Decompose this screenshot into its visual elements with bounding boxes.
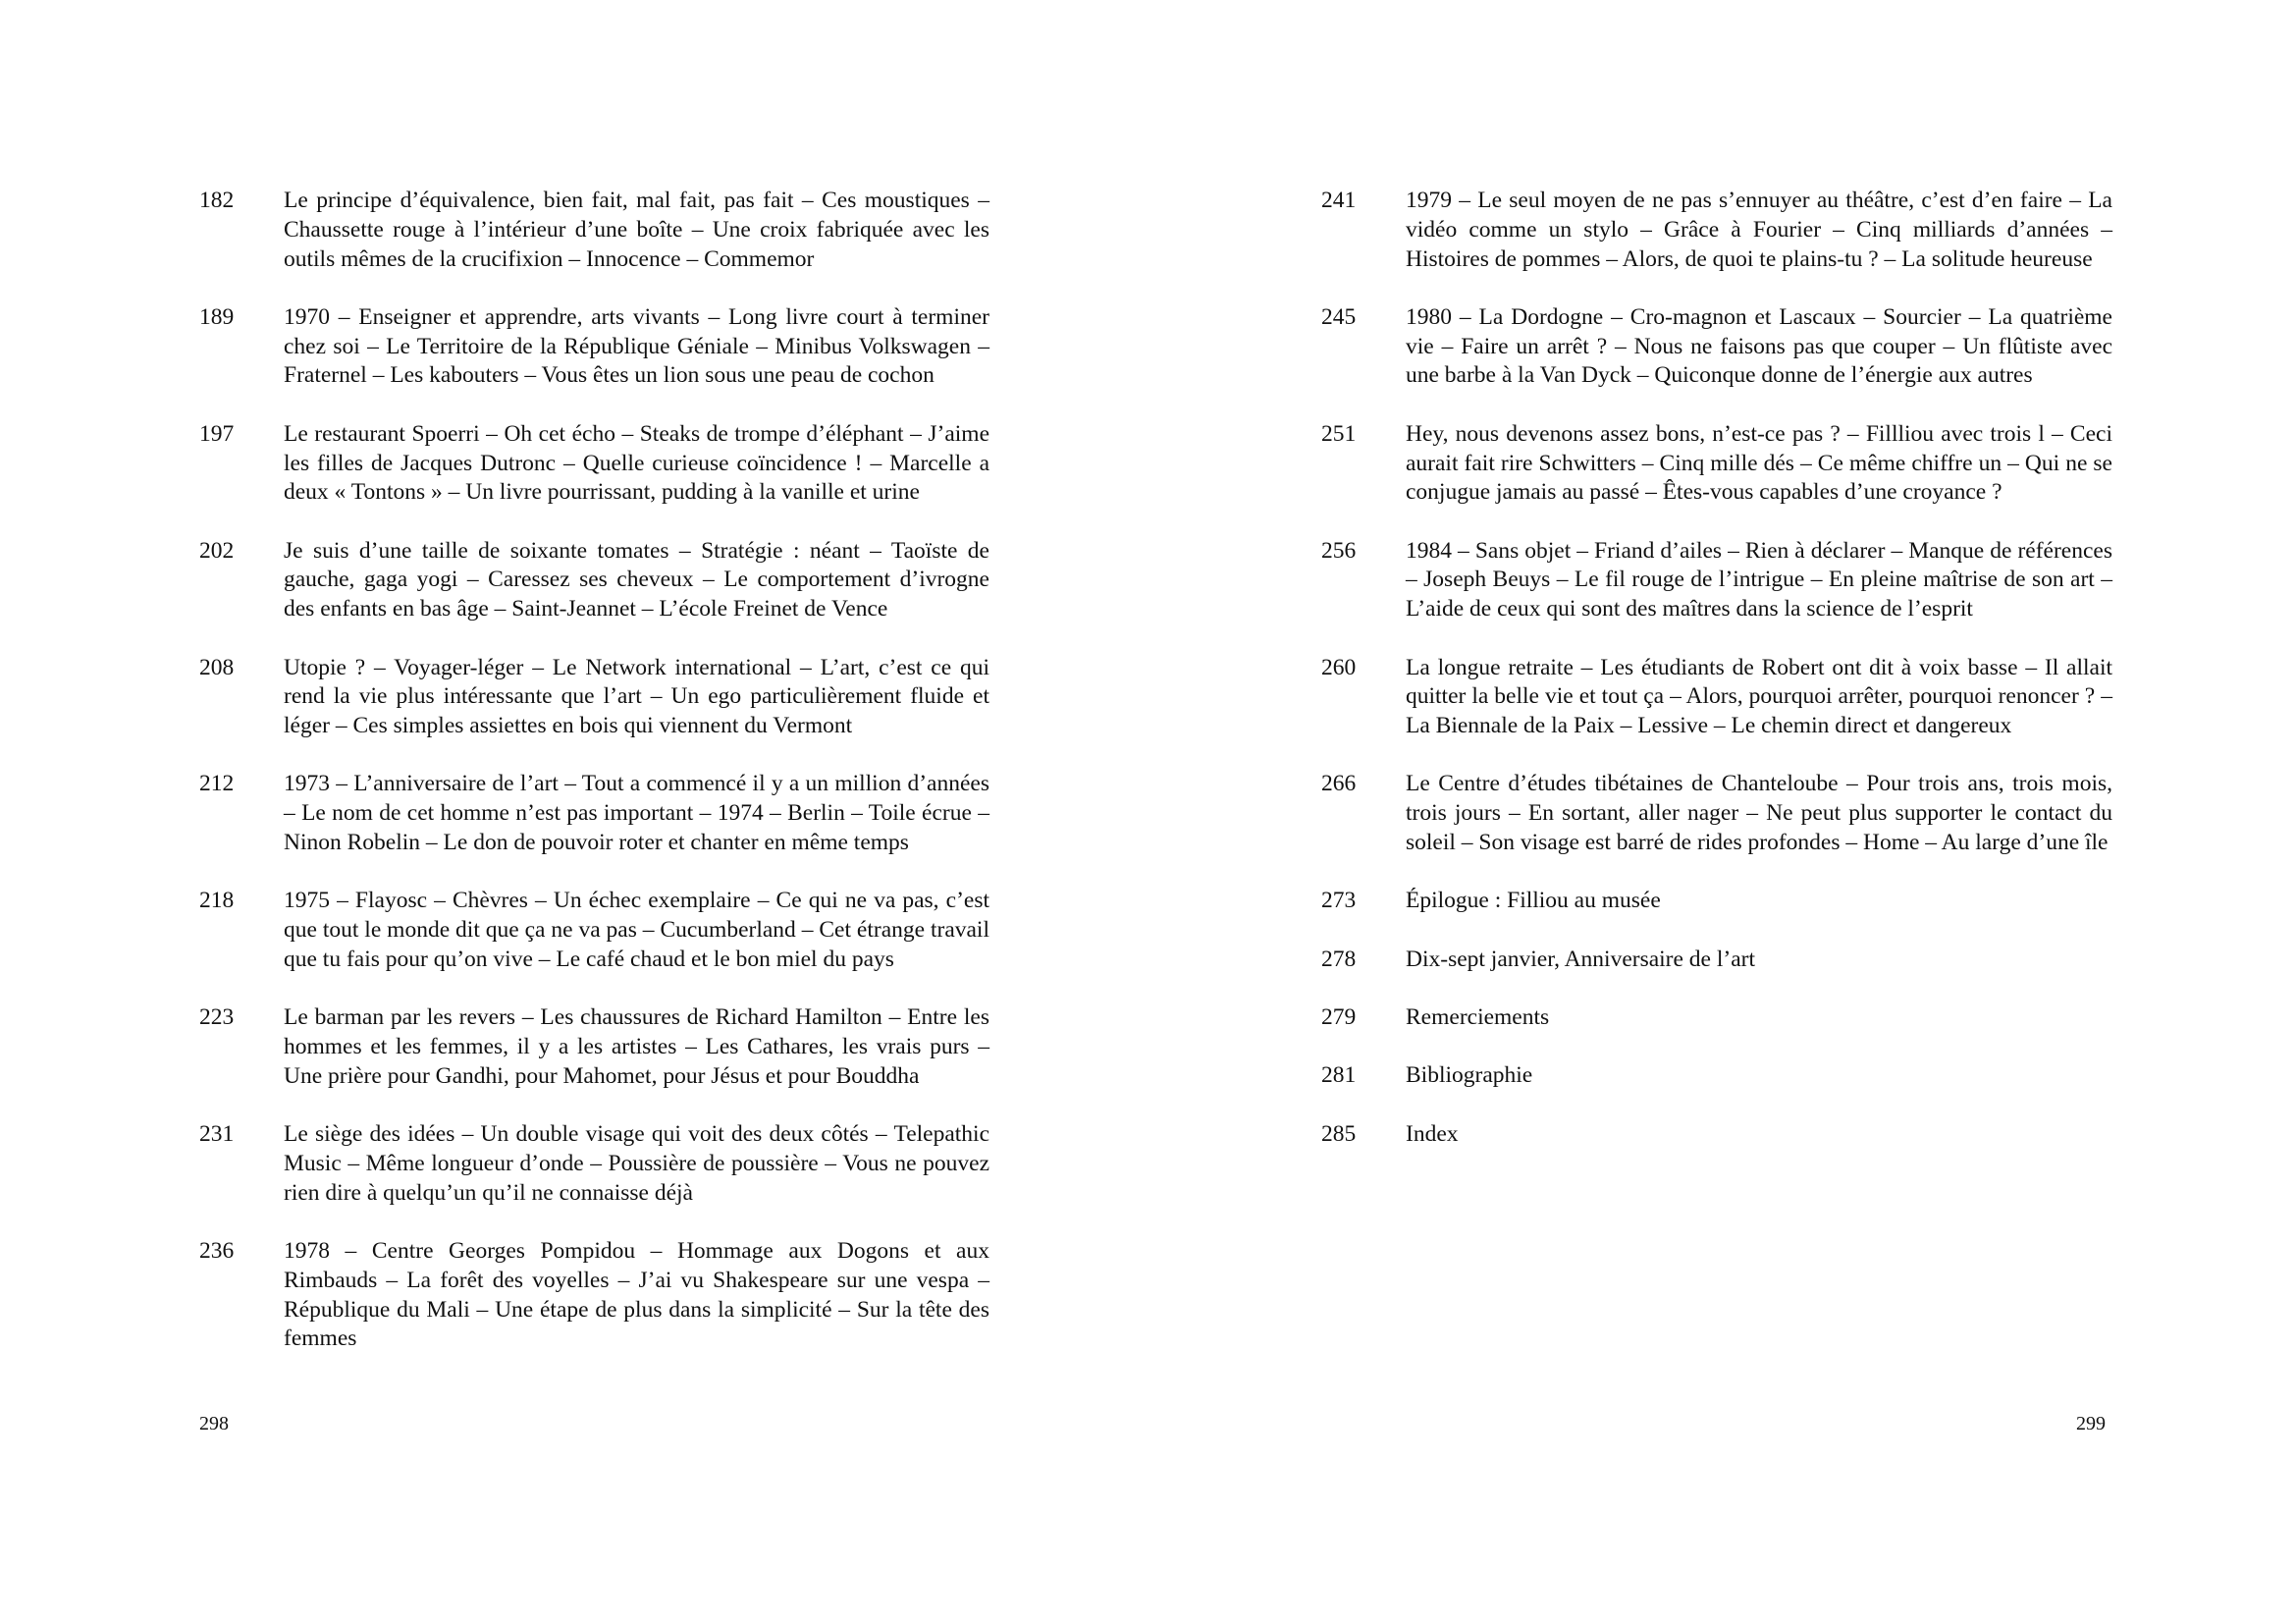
- toc-entry-text: Le siège des idées – Un double visage qui voit des deux côtés – Telepathic Music – Même longueur d’onde – Poussière de poussière – Vous ne pouvez rien dire à quelqu’un qu’il ne connaisse déjà: [284, 1121, 989, 1206]
- toc-page-number: 260: [1321, 654, 1357, 680]
- toc-page-number: 223: [199, 1004, 235, 1031]
- toc-entry-text: Le principe d’équivalence, bien fait, mal fait, pas fait – Ces moustiques – Chaussette rouge à l’intérieur d’une boîte – Une croix fabriquée avec les outils mêmes de la crucifixion – Innocence – Commemor: [284, 188, 989, 272]
- toc-entry: [1321, 420, 2112, 508]
- toc-entry-text: Le Centre d’études tibétaines de Chanteloube – Pour trois ans, trois mois, trois jours – En sortant, aller nager – Ne peut plus supporter le contact du soleil – Son visage est barré de rides profondes – Home – Au large d’une île: [1406, 771, 2112, 856]
- toc-entry: [199, 1237, 989, 1354]
- toc-page-number: 266: [1321, 771, 1357, 797]
- toc-page-number: 218: [199, 888, 235, 914]
- right-page: [1148, 0, 2296, 1623]
- page-folio-right: 299: [2076, 1413, 2106, 1434]
- toc-entry-text: Dix-sept janvier, Anniversaire de l’art: [1406, 946, 1755, 972]
- toc-entry: [199, 187, 989, 274]
- toc-page-number: 236: [199, 1238, 235, 1265]
- toc-page-number: 212: [199, 771, 235, 797]
- toc-page-number: 279: [1321, 1003, 1357, 1030]
- toc-entry-text: Utopie ? – Voyager-léger – Le Network international – L’art, c’est ce qui rend la vie plus intéressante que l’art – Un ego particulièrement fluide et léger – Ces simples assiettes en bois qui viennent du Vermont: [284, 654, 989, 739]
- toc-page-number: 278: [1321, 946, 1357, 972]
- toc-page-number: 285: [1321, 1120, 1357, 1147]
- toc-entry: [1321, 1061, 2112, 1091]
- toc-entry: [1321, 770, 2112, 857]
- toc-entry-text: 1978 – Centre Georges Pompidou – Hommage aux Dogons et aux Rimbauds – La forêt des voyelles – J’ai vu Shakespeare sur une vespa – République du Mali – Une étape de plus dans la simplicité – Sur la tête des femmes: [284, 1238, 989, 1352]
- toc-page-number: 241: [1321, 188, 1357, 213]
- toc-entry-text: Je suis d’une taille de soixante tomates – Stratégie : néant – Taoïste de gauche, gaga yogi – Caressez ses cheveux – Le comportement d’ivrogne des enfants en bas âge – Saint-Jeannet – L’école Freinet de Vence: [284, 537, 989, 622]
- toc-entry-text: Épilogue : Filliou au musée: [1406, 888, 1661, 914]
- toc-entry-text: 1984 – Sans objet – Friand d’ailes – Rien à déclarer – Manque de références – Joseph Beuys – Le fil rouge de l’intrigue – En pleine maîtrise de son art – L’aide de ceux qui sont des maîtres dans la science de l’esprit: [1406, 537, 2112, 622]
- toc-entry: [1321, 303, 2112, 391]
- toc-entry-text: 1980 – La Dordogne – Cro-magnon et Lascaux – Sourcier – La quatrième vie – Faire un arrêt ? – Nous ne faisons pas que couper – Un flûtiste avec une barbe à la Van Dyck – Quiconque donne de l’énergie aux autres: [1406, 303, 2112, 389]
- toc-page-number: 245: [1321, 303, 1357, 330]
- toc-entry: [1321, 654, 2112, 741]
- toc-entry-text: Index: [1406, 1120, 1459, 1147]
- toc-page-number: 189: [199, 303, 235, 330]
- table-of-contents-left: [199, 187, 989, 1383]
- toc-entry-text: Remerciements: [1406, 1003, 1550, 1030]
- toc-entry: [1321, 1120, 2112, 1150]
- toc-page-number: 182: [199, 188, 235, 213]
- toc-entry-text: Le barman par les revers – Les chaussures de Richard Hamilton – Entre les hommes et les femmes, il y a les artistes – Les Cathares, les vrais purs – Une prière pour Gandhi, pour Mahomet, pour Jésus et pour Bouddha: [284, 1004, 989, 1089]
- toc-entry-text: Le restaurant Spoerri – Oh cet écho – Steaks de trompe d’éléphant – J’aime les filles de Jacques Dutronc – Quelle curieuse coïncidence ! – Marcelle a deux « Tontons » – Un livre pourrissant, pudding à la vanille et urine: [284, 420, 989, 506]
- toc-entry: [199, 1003, 989, 1091]
- toc-page-number: 281: [1321, 1062, 1357, 1089]
- toc-page-number: 208: [199, 654, 235, 680]
- toc-page-number: 251: [1321, 420, 1357, 447]
- toc-entry: [1321, 187, 2112, 274]
- toc-entry: [199, 1120, 989, 1208]
- table-of-contents-right: [1321, 187, 2112, 1178]
- toc-entry: [199, 303, 989, 391]
- toc-page-number: 231: [199, 1121, 235, 1148]
- toc-page-number: 197: [199, 420, 235, 447]
- toc-entry: [1321, 887, 2112, 916]
- toc-entry: [199, 537, 989, 624]
- toc-entry-text: 1973 – L’anniversaire de l’art – Tout a commencé il y a un million d’années – Le nom de cet homme n’est pas important – 1974 – Berlin – Toile écrue – Ninon Robelin – Le don de pouvoir roter et chanter en même temps: [284, 771, 989, 856]
- toc-entry-text: 1979 – Le seul moyen de ne pas s’ennuyer au théâtre, c’est d’en faire – La vidéo comme un stylo – Grâce à Fourier – Cinq milliards d’années – Histoires de pommes – Alors, de quoi te plains-tu ? – La solitude heureuse: [1406, 188, 2112, 272]
- toc-entry: [199, 420, 989, 508]
- toc-entry-text: 1975 – Flayosc – Chèvres – Un échec exemplaire – Ce qui ne va pas, c’est que tout le monde dit que ça ne va pas – Cucumberland – Cet étrange travail que tu fais pour qu’on vive – Le café chaud et le bon miel du pays: [284, 888, 989, 972]
- toc-entry: [199, 770, 989, 857]
- toc-page-number: 256: [1321, 537, 1357, 564]
- toc-page-number: 273: [1321, 888, 1357, 914]
- toc-entry: [1321, 1003, 2112, 1033]
- toc-entry-text: La longue retraite – Les étudiants de Robert ont dit à voix basse – Il allait quitter la belle vie et tout ça – Alors, pourquoi arrêter, pourquoi renoncer ? – La Biennale de la Paix – Lessive – Le chemin direct et dangereux: [1406, 654, 2112, 739]
- page-folio-left: 298: [199, 1413, 229, 1434]
- toc-entry: [199, 654, 989, 741]
- toc-entry: [1321, 946, 2112, 975]
- toc-page-number: 202: [199, 537, 235, 564]
- toc-entry-text: Bibliographie: [1406, 1062, 1533, 1089]
- toc-entry: [1321, 537, 2112, 624]
- toc-entry-text: 1970 – Enseigner et apprendre, arts vivants – Long livre court à terminer chez soi – Le Territoire de la République Géniale – Minibus Volkswagen – Fraternel – Les kabouters – Vous êtes un lion sous une peau de cochon: [284, 303, 989, 389]
- toc-entry-text: Hey, nous devenons assez bons, n’est-ce pas ? – Fillliou avec trois l – Ceci aurait fait rire Schwitters – Cinq mille dés – Ce même chiffre un – Qui ne se conjugue jamais au passé – Êtes-vous capables d’une croyance ?: [1406, 420, 2112, 506]
- toc-entry: [199, 887, 989, 974]
